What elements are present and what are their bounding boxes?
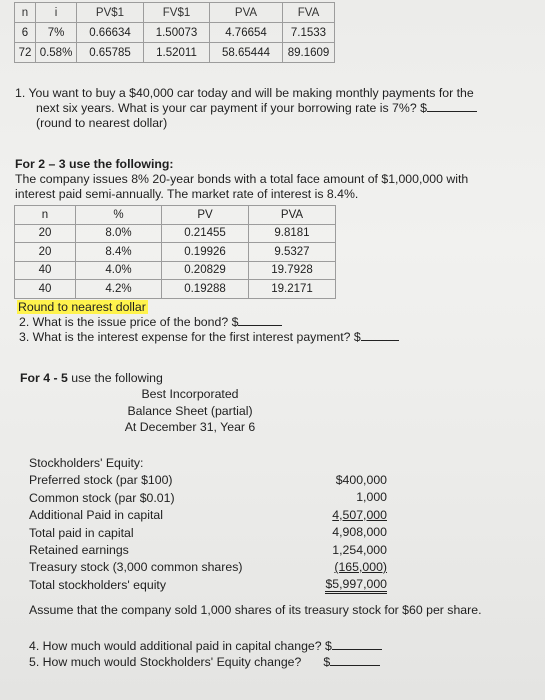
question-4 [29,638,382,654]
equity-section-heading [20,371,163,386]
questions-4-5 [29,638,382,670]
equity-section-title: Stockholders' Equity: [29,456,144,470]
equity-line-label: Treasury stock (3,000 common shares) [29,560,243,575]
table-cell: 72 [15,43,36,63]
question-5-text: 5. How much would Stockholders' Equity change? [29,655,302,669]
questions-2-3 [17,300,399,345]
table-row [15,261,336,280]
answer-blank-3[interactable] [361,330,399,341]
equity-amounts [267,472,387,594]
equity-line-amount: 4,507,000 [332,507,387,522]
header-cell: PV$1 [77,3,144,23]
equity-line-label: Preferred stock (par $100) [29,473,173,488]
equity-line-label: Total stockholders' equity [29,577,167,592]
question-1-line-2 [15,101,477,116]
table-cell: 1.50073 [144,23,210,43]
factor-table-bonds [14,205,336,299]
question-5-dollar: $ [323,655,331,669]
equity-labels [29,455,242,594]
table-cell: 0.65785 [77,43,144,63]
table-cell: 0.58% [36,43,77,63]
equity-line-label: Retained earnings [29,543,129,558]
table-header-row [15,206,336,225]
header-cell: i [36,3,77,23]
company-name: Best Incorporated [141,387,239,401]
equity-line-amount: 1,254,000 [332,542,387,557]
table-cell: 4.76654 [210,23,283,43]
equity-line-amount: $400,000 [335,473,387,487]
table-row [15,243,336,262]
table-cell: 0.19288 [162,280,249,299]
header-cell: PV [162,206,249,225]
table-cell: 7.1533 [283,23,335,43]
bond-section [15,157,468,202]
table-header-row [15,3,335,23]
question-5 [29,654,382,670]
header-cell: PVA [249,206,336,225]
balance-sheet-title [0,386,380,436]
bond-section-line-2: interest paid semi-annually. The market rate of interest is 8.4%. [15,187,359,201]
table-cell: 7% [36,23,77,43]
question-2 [17,315,399,330]
table-cell: 8.0% [76,224,162,243]
equity-line-label: Total paid in capital [29,525,134,540]
table-cell: 6 [15,23,36,43]
table-cell: 20 [15,243,76,262]
statement-name: Balance Sheet (partial) [127,403,253,418]
table-cell: 40 [15,261,76,280]
table-cell: 9.5327 [249,243,336,262]
table-cell: 8.4% [76,243,162,262]
statement-date: At December 31, Year 6 [124,420,256,434]
question-1-line-3: (round to nearest dollar) [36,116,168,130]
question-1 [15,86,477,131]
question-4-text: 4. How much would additional paid in capital change? $ [29,639,332,653]
factor-table-top [14,2,335,63]
header-cell: n [15,3,36,23]
header-cell: FV$1 [144,3,210,23]
table-cell: 0.19926 [162,243,249,262]
table-cell: 0.21455 [162,224,249,243]
bond-section-heading: For 2 – 3 use the following: [15,157,174,171]
treasury-assumption: Assume that the company sold 1,000 shares of its treasury stock for $60 per share. [29,603,482,617]
question-3-text: 3. What is the interest expense for the first interest payment? $ [19,330,361,344]
answer-blank-5[interactable] [330,655,380,666]
equity-line-amount: $5,997,000 [325,578,387,594]
table-cell: 4.2% [76,280,162,299]
table-cell: 0.66634 [77,23,144,43]
question-1-text: next six years. What is your car payment if your borrowing rate is 7%? $ [36,101,427,115]
table-cell: 19.7928 [249,261,336,280]
table-cell: 89.1609 [283,43,335,63]
equity-line-label: Additional Paid in capital [29,508,163,523]
equity-line-amount: 4,908,000 [332,525,387,540]
header-cell: PVA [210,3,283,23]
table-row [15,23,335,43]
question-1-line-1: 1. You want to buy a $40,000 car today and will be making monthly payments for the [15,86,474,100]
equity-line-amount: (165,000) [334,560,387,575]
bond-section-line-1: The company issues 8% 20-year bonds with a total face amount of $1,000,000 with [15,172,469,186]
equity-line-amount: 1,000 [356,490,387,505]
round-note-highlight: Round to nearest dollar [18,300,146,314]
question-2-text: 2. What is the issue price of the bond? $ [19,315,239,329]
table-row [15,43,335,63]
answer-blank-4[interactable] [332,639,382,650]
header-cell: % [76,206,162,225]
header-cell: n [15,206,76,225]
equity-heading-bold: For 4 - 5 [20,371,68,385]
table-row [15,224,336,243]
table-cell: 1.52011 [144,43,210,63]
answer-blank-2[interactable] [238,315,282,326]
table-cell: 19.2171 [249,280,336,299]
table-row [15,280,336,299]
table-cell: 20 [15,224,76,243]
table-cell: 4.0% [76,261,162,280]
table-cell: 0.20829 [162,261,249,280]
answer-blank-1[interactable] [427,101,477,112]
question-3 [17,330,399,345]
equity-line-label: Common stock (par $0.01) [29,490,175,505]
equity-total-wrapper [267,576,387,594]
table-cell: 58.65444 [210,43,283,63]
table-cell: 40 [15,280,76,299]
table-cell: 9.8181 [249,224,336,243]
header-cell: FVA [283,3,335,23]
equity-heading-rest: use the following [67,371,163,385]
round-note-line [17,300,399,315]
